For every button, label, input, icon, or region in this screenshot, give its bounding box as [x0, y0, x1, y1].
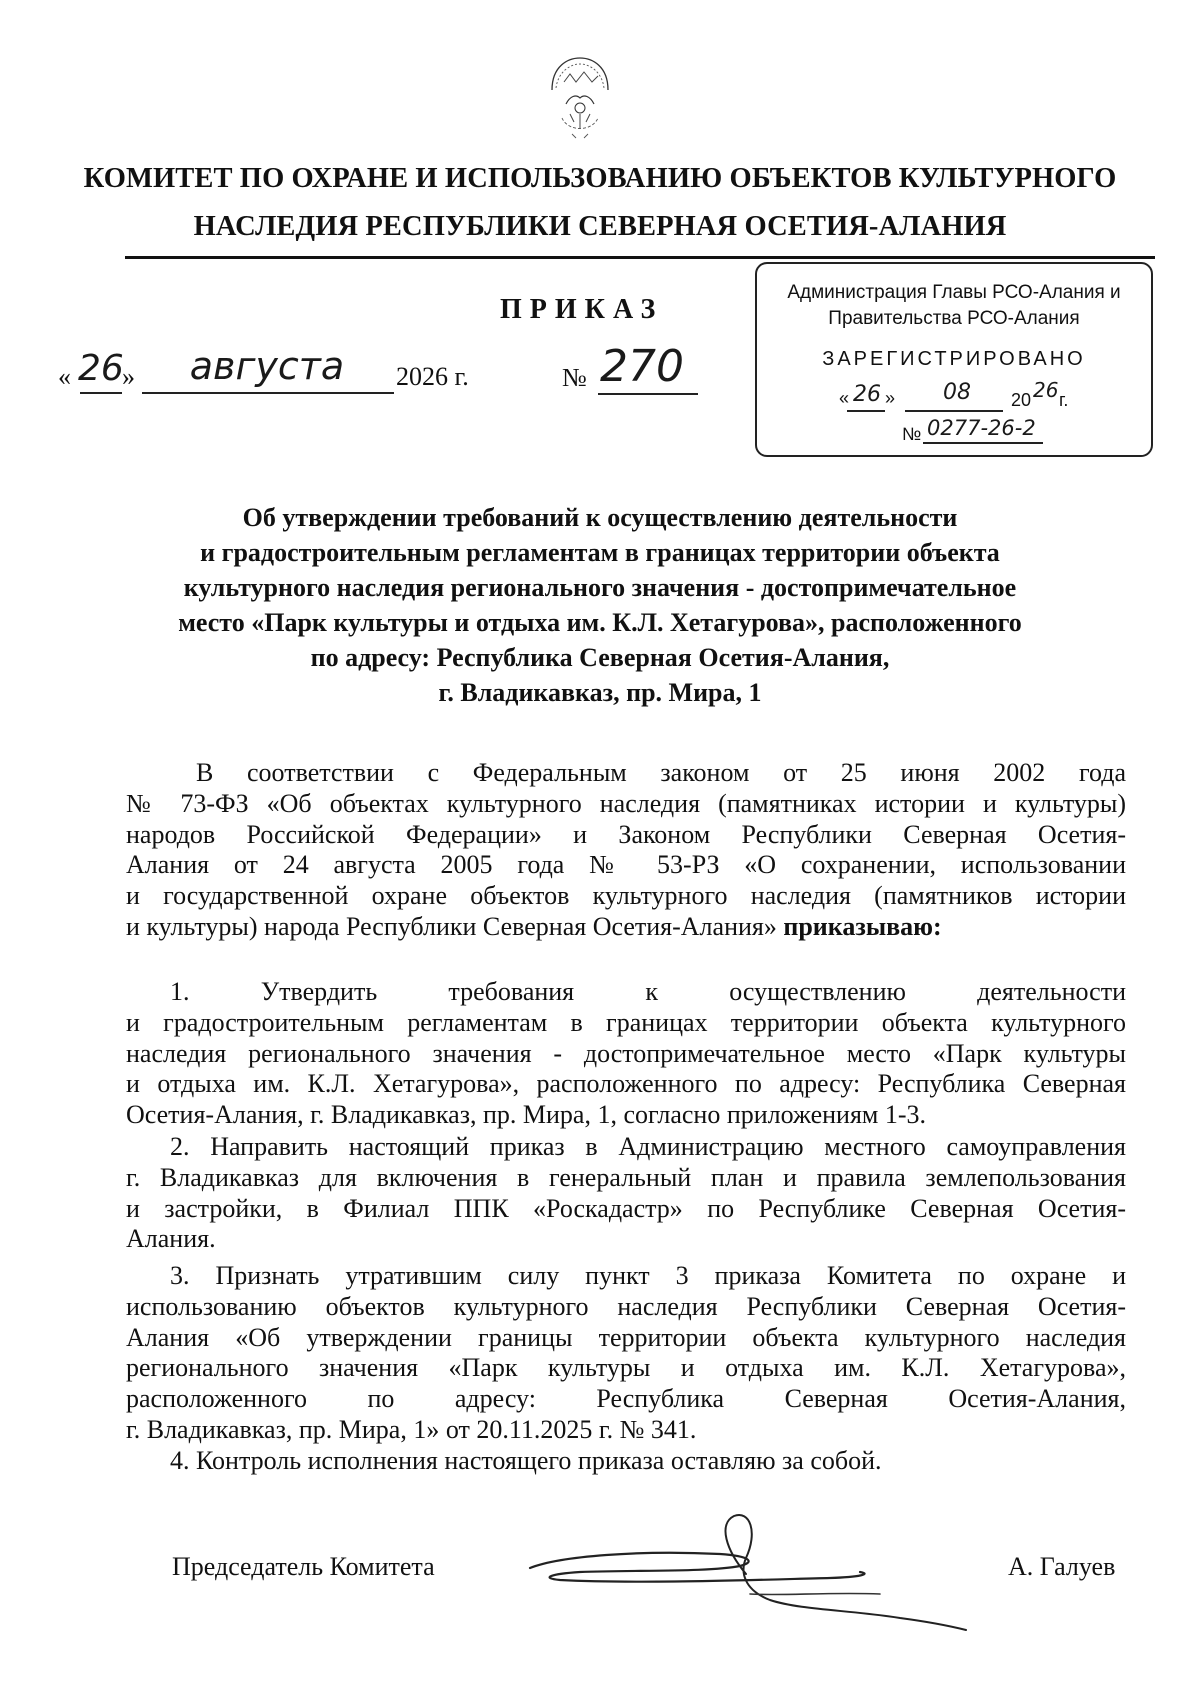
preamble-last-line: [126, 912, 1126, 943]
date-day-handwritten: 26: [78, 348, 124, 389]
date-open-quote: «: [58, 362, 71, 391]
item-1-line: Осетия-Алания, г. Владикавказ, пр. Мира, 1, согласно приложениям 1-3.: [126, 1100, 927, 1130]
stamp-month-underline: [905, 410, 1003, 412]
stamp-number-handwritten: 0277-26-2: [927, 416, 1036, 440]
item-3-line: 3. Признать утратившим силу пункт 3 приказа Комитета по охране и: [170, 1261, 1126, 1290]
order-date: [58, 344, 469, 391]
stamp-day-underline: [847, 410, 885, 412]
preamble-line: В соответствии с Федеральным законом от 25 июня 2002 года: [196, 758, 1126, 787]
preamble-line: и государственной охране объектов культурного наследия (памятников истории: [126, 881, 1126, 911]
organization-name-line1: КОМИТЕТ ПО ОХРАНЕ И ИСПОЛЬЗОВАНИЮ ОБЪЕКТОВ КУЛЬТУРНОГО: [83, 163, 1117, 194]
title-line: культурного наследия регионального значения - достопримечательное: [183, 573, 1017, 602]
stamp-year-handwritten: 26: [1033, 378, 1059, 402]
handwritten-signature: [520, 1510, 980, 1640]
preamble-line: Алания от 24 августа 2005 года № 53-РЗ «О сохранении, использовании: [126, 850, 1126, 880]
item-1-line: 1. Утвердить требования к осуществлению деятельности: [170, 977, 1126, 1006]
stamp-day-handwritten: 26: [853, 382, 881, 407]
date-close-quote: »: [122, 362, 135, 391]
number-sign: №: [562, 363, 587, 392]
item-3-line: расположенного по адресу: Республика Северная Осетия-Алания,: [126, 1384, 1126, 1414]
stamp-authority-line2: Правительства РСО-Алания: [828, 308, 1080, 329]
registration-stamp: [755, 262, 1153, 457]
item-2-line: и застройки, в Филиал ППК «Роскадастр» по Республике Северная Осетия-: [126, 1193, 1126, 1223]
item-3-line: использованию объектов культурного наследия Республики Северная Осетия-: [126, 1291, 1126, 1321]
title-line: и градостроительным регламентам в границах территории объекта: [200, 538, 1000, 567]
preamble-paragraph: [126, 758, 1126, 943]
item-1-line: и градостроительным регламентам в границах территории объекта культурного: [126, 1007, 1126, 1037]
title-line: Об утверждении требований к осуществлению деятельности: [242, 503, 958, 532]
item-1-line: наследия регионального значения - достопримечательное место «Парк культуры: [126, 1038, 1126, 1068]
document-type-heading: ПРИКАЗ: [500, 294, 664, 325]
stamp-number-underline: [923, 442, 1043, 444]
date-year: 2026 г.: [396, 362, 469, 391]
title-line: по адресу: Республика Северная Осетия-Алания,: [310, 643, 890, 672]
preamble-line: № 73-ФЗ «Об объектах культурного наследия (памятниках истории и культуры): [126, 788, 1126, 818]
item-4-paragraph: [126, 1446, 1126, 1477]
order-number-handwritten: 270: [600, 341, 684, 392]
preamble-directive: приказываю:: [783, 911, 942, 941]
date-day-underline: [80, 392, 122, 394]
stamp-quote-open: «: [839, 388, 850, 408]
stamp-year-prefix: 20: [1011, 390, 1032, 410]
signatory-position: Председатель Комитета: [172, 1552, 435, 1581]
stamp-authority-line1: Администрация Главы РСО-Алания и: [787, 282, 1121, 303]
item-3-paragraph: [126, 1261, 1126, 1446]
order-number: [562, 341, 702, 395]
order-number-underline: [598, 393, 698, 395]
item-3-line: регионального значения «Парк культуры и отдыха им. К.Л. Хетагурова»,: [126, 1353, 1126, 1383]
item-4-line: 4. Контроль исполнения настоящего приказа оставляю за собой.: [170, 1446, 882, 1475]
stamp-status: ЗАРЕГИСТРИРОВАНО: [822, 348, 1086, 370]
date-month-underline: [142, 392, 394, 394]
item-1-paragraph: [126, 977, 1126, 1131]
item-2-line: Алания.: [126, 1224, 216, 1254]
stamp-number-label: №: [902, 424, 922, 444]
signatory-name: А. Галуев: [1008, 1552, 1116, 1581]
order-title: [110, 500, 1090, 710]
title-line: г. Владикавказ, пр. Мира, 1: [438, 678, 762, 707]
item-1-line: и отдыха им. К.Л. Хетагурова», расположенного по адресу: Республика Северная: [126, 1069, 1126, 1099]
header-divider: [125, 256, 1155, 259]
preamble-line: и культуры) народа Республики Северная Осетия-Алания»: [126, 911, 777, 941]
organization-name-line2: НАСЛЕДИЯ РЕСПУБЛИКИ СЕВЕРНАЯ ОСЕТИЯ-АЛАНИЯ: [193, 211, 1007, 242]
stamp-month-handwritten: 08: [943, 380, 971, 405]
item-2-line: г. Владикавказ для включения в генеральный план и правила землепользования: [126, 1162, 1126, 1192]
date-month-handwritten: августа: [189, 344, 345, 388]
coat-of-arms-emblem: [540, 52, 620, 144]
item-3-line: г. Владикавказ, пр. Мира, 1» от 20.11.2025 г. № 341.: [126, 1414, 697, 1444]
title-line: место «Парк культуры и отдыха им. К.Л. Хетагурова», расположенного: [178, 608, 1022, 637]
stamp-quote-close: »: [885, 388, 896, 408]
preamble-line: народов Российской Федерации» и Законом Республики Северная Осетия-: [126, 819, 1126, 849]
item-2-line: 2. Направить настоящий приказ в Администрацию местного самоуправления: [170, 1132, 1126, 1161]
item-3-line: Алания «Об утверждении границы территории объекта культурного наследия: [126, 1322, 1126, 1352]
stamp-year-unit: г.: [1059, 390, 1069, 410]
item-2-paragraph: [126, 1132, 1126, 1255]
